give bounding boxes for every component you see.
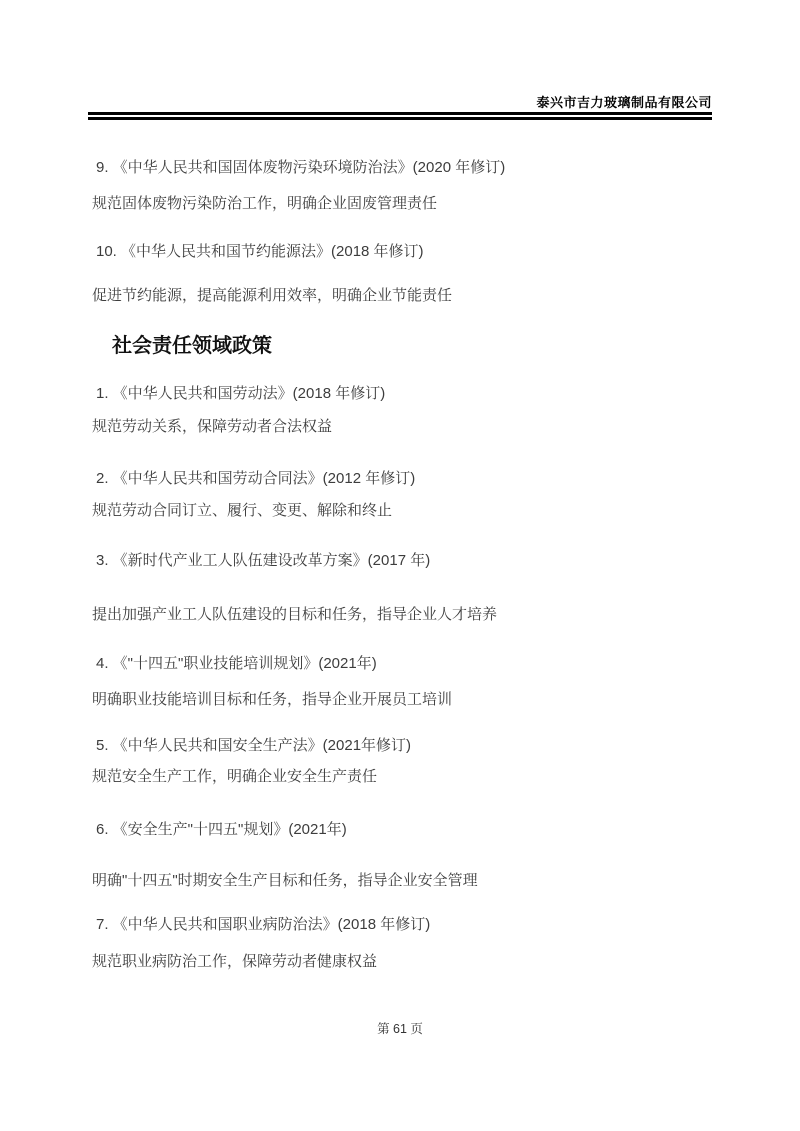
policy-description-social-6: 明确"十四五"时期安全生产目标和任务，指导企业安全管理 — [92, 872, 478, 889]
policy-description-social-5: 规范安全生产工作，明确企业安全生产责任 — [92, 768, 378, 785]
policy-description-social-2: 规范劳动合同订立、履行、变更、解除和终止 — [92, 502, 393, 519]
policy-description-env-10: 促进节约能源，提高能源利用效率，明确企业节能责任 — [92, 287, 453, 304]
policy-title-social-6: 6. 《安全生产"十四五"规划》(2021年) — [96, 821, 347, 838]
page-number: 第 61 页 — [377, 1022, 423, 1036]
policy-title-social-2: 2. 《中华人民共和国劳动合同法》(2012 年修订) — [96, 470, 416, 487]
policy-description-social-3: 提出加强产业工人队伍建设的目标和任务，指导企业人才培养 — [92, 606, 498, 623]
policy-description-social-7: 规范职业病防治工作，保障劳动者健康权益 — [92, 953, 378, 970]
policy-title-social-1: 1. 《中华人民共和国劳动法》(2018 年修订) — [96, 385, 386, 402]
policy-title-social-5: 5. 《中华人民共和国安全生产法》(2021年修订) — [96, 737, 412, 754]
policy-title-env-10: 10. 《中华人民共和国节约能源法》(2018 年修订) — [96, 243, 424, 260]
policy-description-env-9: 规范固体废物污染防治工作，明确企业固废管理责任 — [92, 195, 438, 212]
header-rule — [88, 112, 712, 120]
policy-title-env-9: 9. 《中华人民共和国固体废物污染环境防治法》(2020 年修订) — [96, 159, 506, 176]
policy-title-social-7: 7. 《中华人民共和国职业病防治法》(2018 年修订) — [96, 916, 431, 933]
policy-description-social-4: 明确职业技能培训目标和任务，指导企业开展员工培训 — [92, 691, 453, 708]
policy-title-social-4: 4. 《"十四五"职业技能培训规划》(2021年) — [96, 655, 377, 672]
policy-title-social-3: 3. 《新时代产业工人队伍建设改革方案》(2017 年) — [96, 552, 431, 569]
section-heading-social-responsibility: 社会责任领域政策 — [112, 335, 272, 357]
policy-description-social-1: 规范劳动关系，保障劳动者合法权益 — [92, 418, 333, 435]
company-name: 泰兴市吉力玻璃制品有限公司 — [536, 95, 712, 110]
